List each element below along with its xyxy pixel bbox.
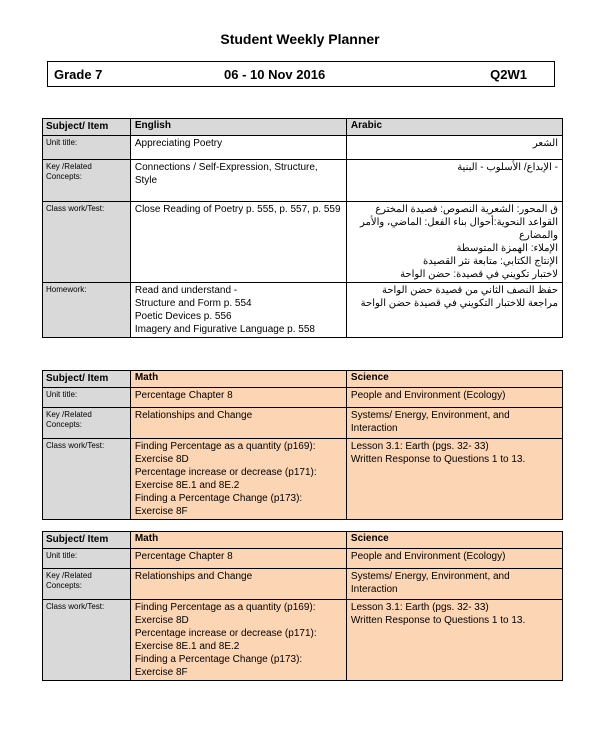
grade-label: Grade 7	[54, 67, 103, 82]
cell-text: People and Environment (Ecology)	[346, 549, 562, 569]
cell-line: Percentage increase or decrease (p171):	[134, 628, 317, 639]
cell-lines	[130, 283, 346, 338]
row-label: Key /Related Concepts:	[43, 160, 131, 202]
cell-line: مراجعة للاختبار التكويني في قصيدة حضن الواحة	[360, 298, 558, 309]
row-label: Key /Related Concepts:	[43, 408, 131, 439]
cell-text: Systems/ Energy, Environment, and Interaction	[346, 569, 562, 600]
cell-text: Percentage Chapter 8	[130, 388, 346, 408]
math-science-table	[42, 370, 563, 520]
table-row	[43, 160, 563, 202]
cell-lines	[130, 439, 346, 520]
table-row	[43, 439, 563, 520]
subject-header: Subject/ Item	[43, 119, 131, 136]
row-label: Unit title:	[43, 549, 131, 569]
cell-lines	[130, 600, 346, 681]
cell-text: Systems/ Energy, Environment, and Interaction	[346, 408, 562, 439]
row-label: Unit title:	[43, 136, 131, 160]
cell-line: لاختبار تكويني في قصيدة: حضن الواحة	[400, 269, 558, 280]
table-row	[43, 283, 563, 338]
page-title: Student Weekly Planner	[220, 31, 380, 47]
date-range: 06 - 10 Nov 2016	[224, 67, 326, 82]
cell-text: People and Environment (Ecology)	[346, 388, 562, 408]
cell-line: القواعد النحوية:أحوال بناء الفعل: الماضي، والأمر	[360, 217, 558, 228]
math-header: Math	[130, 371, 346, 388]
cell-line: Finding Percentage as a quantity (p169):	[134, 441, 316, 452]
cell-line: Exercise 8E.1 and 8E.2	[134, 480, 240, 491]
cell-line: Finding Percentage as a quantity (p169):	[134, 602, 316, 613]
math-header: Math	[130, 532, 346, 549]
cell-lines	[346, 600, 562, 681]
subject-header: Subject/ Item	[43, 532, 131, 549]
cell-text: Relationships and Change	[130, 408, 346, 439]
cell-line: Finding a Percentage Change (p173):	[134, 654, 303, 665]
cell-line: Read and understand -	[134, 285, 238, 296]
cell-line: والمضارع	[519, 230, 558, 241]
cell-text: الشعر	[346, 136, 562, 160]
row-label: Homework:	[43, 283, 131, 338]
cell-line: Finding a Percentage Change (p173):	[134, 493, 303, 504]
cell-text: Relationships and Change	[130, 569, 346, 600]
cell-lines	[346, 202, 562, 283]
table-row	[43, 388, 563, 408]
table-header-row	[43, 119, 563, 136]
row-label: Key /Related Concepts:	[43, 569, 131, 600]
cell-text: Close Reading of Poetry p. 555, p. 557, p. 559	[130, 202, 346, 283]
cell-line: Written Response to Questions 1 to 13.	[350, 454, 526, 465]
cell-line: Poetic Devices p. 556	[134, 311, 232, 322]
science-header: Science	[346, 371, 562, 388]
table-row	[43, 600, 563, 681]
table-row	[43, 569, 563, 600]
row-label: Class work/Test:	[43, 202, 131, 283]
cell-text: Connections / Self-Expression, Structure, Style	[130, 160, 346, 202]
row-label: Class work/Test:	[43, 600, 131, 681]
table-row	[43, 549, 563, 569]
cell-line: Exercise 8F	[134, 667, 188, 678]
row-label: Class work/Test:	[43, 439, 131, 520]
planner-header	[47, 61, 555, 87]
cell-text: - الإبداع/ الأسلوب - البنية	[346, 160, 562, 202]
english-header: English	[130, 119, 346, 136]
cell-lines	[346, 439, 562, 520]
week-code: Q2W1	[490, 67, 527, 82]
arabic-header: Arabic	[346, 119, 562, 136]
table-header-row	[43, 371, 563, 388]
cell-line: Lesson 3.1: Earth (pgs. 32- 33)	[350, 441, 489, 452]
cell-line: Lesson 3.1: Earth (pgs. 32- 33)	[350, 602, 489, 613]
cell-line: Written Response to Questions 1 to 13.	[350, 615, 526, 626]
cell-line: ق المحور: الشعرية النصوص: قصيدة المخترع	[375, 204, 558, 215]
cell-line: الإنتاج الكتابي: متابعة نثر القصيدة	[423, 256, 558, 267]
cell-line: Imagery and Figurative Language p. 558	[134, 324, 315, 335]
cell-line: Exercise 8D	[134, 454, 189, 465]
table-row	[43, 202, 563, 283]
table-header-row	[43, 532, 563, 549]
table-row	[43, 136, 563, 160]
subject-header: Subject/ Item	[43, 371, 131, 388]
cell-line: Exercise 8F	[134, 506, 188, 517]
cell-line: Exercise 8E.1 and 8E.2	[134, 641, 240, 652]
cell-text: Appreciating Poetry	[130, 136, 346, 160]
cell-line: Structure and Form p. 554	[134, 298, 252, 309]
science-header: Science	[346, 532, 562, 549]
english-arabic-table	[42, 118, 563, 338]
cell-lines	[346, 283, 562, 338]
cell-text: Percentage Chapter 8	[130, 549, 346, 569]
cell-line: الإملاء: الهمزة المتوسطة	[456, 243, 558, 254]
cell-line: Exercise 8D	[134, 615, 189, 626]
row-label: Unit title:	[43, 388, 131, 408]
table-row	[43, 408, 563, 439]
math-science-table-2	[42, 531, 563, 681]
cell-line: Percentage increase or decrease (p171):	[134, 467, 317, 478]
cell-line: حفظ النصف الثاني من قصيدة حضن الواحة	[382, 285, 558, 296]
